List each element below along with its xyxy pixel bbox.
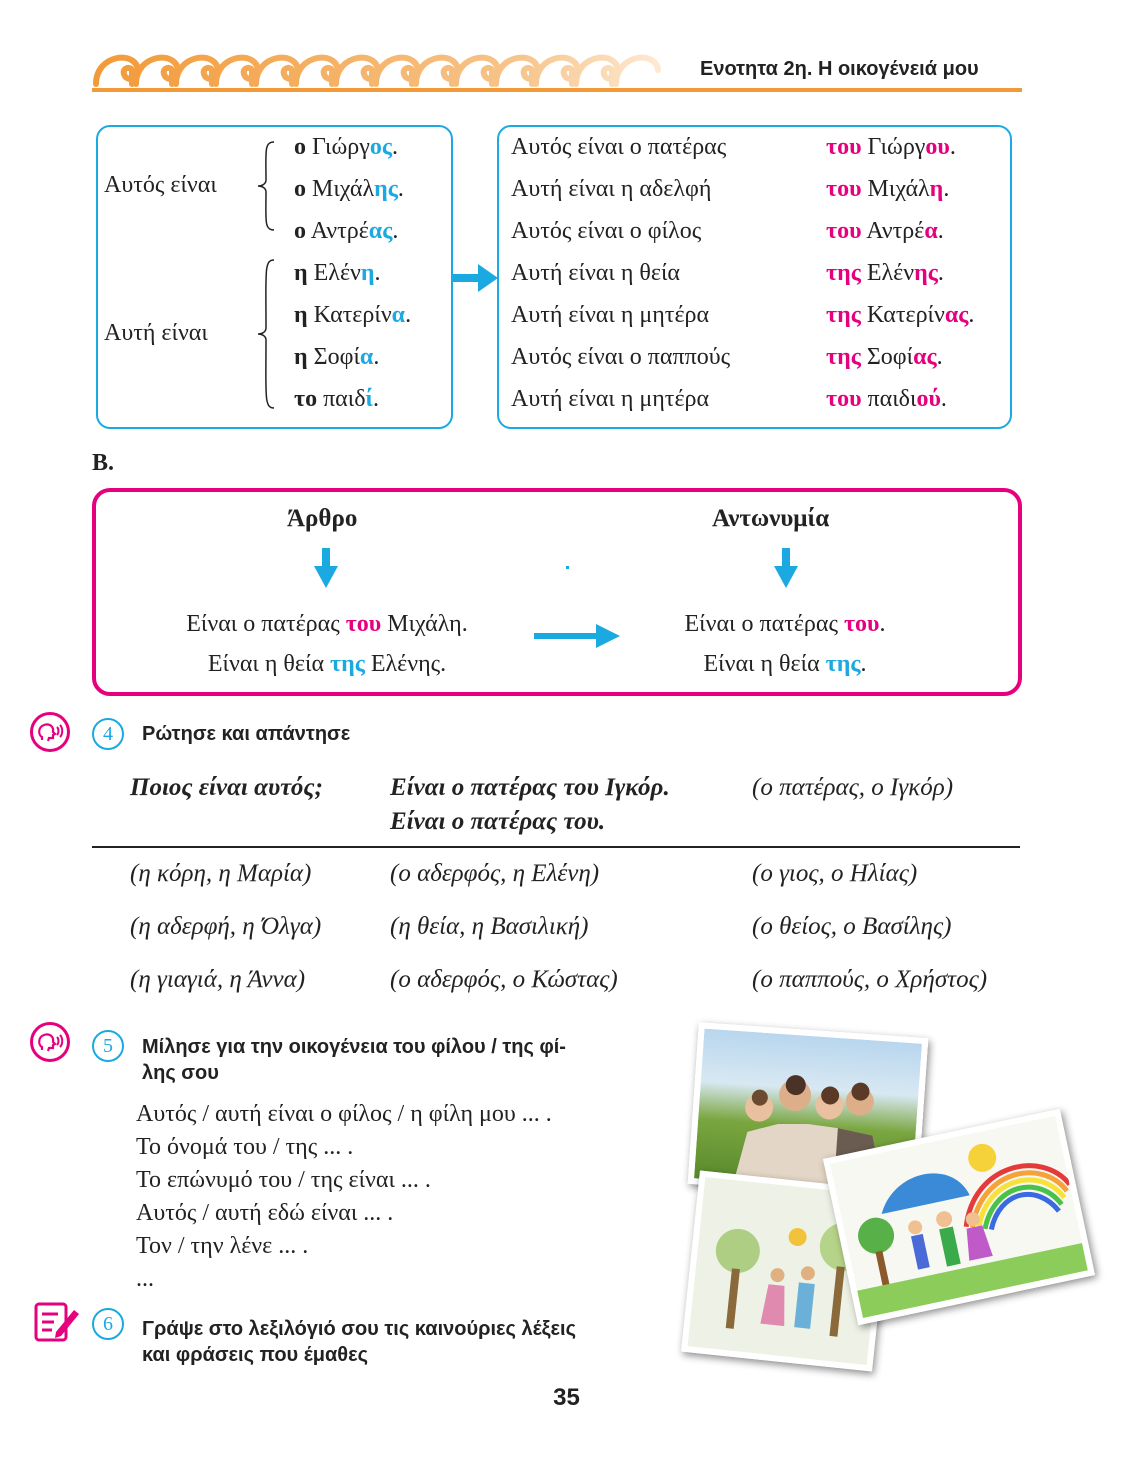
speak-icon bbox=[30, 712, 70, 752]
section-b-label: Β. bbox=[92, 450, 115, 476]
prompt-line: ... bbox=[136, 1266, 154, 1292]
prompt-line: Τον / την λένε ... . bbox=[136, 1233, 309, 1259]
page-number: 35 bbox=[553, 1384, 580, 1411]
dot-mark bbox=[566, 566, 569, 569]
prompt-cell: (η αδερφή, η Όλγα) bbox=[130, 913, 322, 940]
genitive-noun: της Σοφίας. bbox=[826, 344, 943, 370]
genitive-nouns bbox=[826, 126, 974, 420]
arrow-right-icon bbox=[452, 264, 498, 292]
chapter-title: Ενοτητα 2η. Η οικογένειά μου bbox=[700, 58, 979, 80]
noun-row: η Κατερίνα. bbox=[294, 302, 412, 328]
arrow-right-icon bbox=[534, 624, 620, 648]
pronoun-example: Είναι η θεία της. bbox=[703, 651, 867, 677]
noun-row: ο Αντρέας. bbox=[294, 218, 399, 244]
pronoun-examples bbox=[630, 604, 940, 684]
speak-icon bbox=[30, 1022, 70, 1062]
noun-row: το παιδί. bbox=[294, 386, 379, 412]
example-answer-1: Είναι ο πατέρας του Ιγκόρ. bbox=[390, 774, 670, 801]
genitive-phrases bbox=[511, 126, 730, 420]
arrow-down-icon bbox=[314, 548, 338, 588]
exercise-5-title-line2: λης σου bbox=[142, 1062, 219, 1084]
article-example: Είναι η θεία της Ελένης. bbox=[207, 651, 447, 677]
article-examples bbox=[120, 604, 534, 684]
noun-row: η Σοφία. bbox=[294, 344, 380, 370]
genitive-phrase: Αυτός είναι ο πατέρας bbox=[511, 134, 727, 160]
heading-pronoun: Αντωνυμία bbox=[712, 505, 830, 532]
prompt-cell: (η κόρη, η Μαρία) bbox=[130, 860, 312, 887]
article-example: Είναι ο πατέρας του Μιχάλη. bbox=[186, 611, 468, 637]
arrow-down-icon bbox=[774, 548, 798, 588]
genitive-phrase: Αυτός είναι ο παππούς bbox=[511, 344, 731, 370]
prompt-cell: (η θεία, η Βασιλική) bbox=[390, 913, 589, 940]
example-hint: (ο πατέρας, ο Ιγκόρ) bbox=[752, 774, 954, 801]
exercise-number-4: 4 bbox=[92, 718, 124, 750]
exercise-6-title-line1: Γράψε στο λεξιλόγιό σου τις καινούριες λέξεις bbox=[142, 1318, 576, 1340]
heading-article: Άρθρο bbox=[287, 505, 358, 532]
header-rule bbox=[92, 88, 1022, 92]
prompt-line: Το επώνυμό του / της είναι ... . bbox=[136, 1167, 431, 1193]
genitive-noun: του παιδιού. bbox=[826, 386, 947, 412]
exercise-4-title: Ρώτησε και απάντησε bbox=[142, 723, 351, 745]
exercise-5-title-line1: Μίλησε για την οικογένεια του φίλου / της φί- bbox=[142, 1036, 566, 1058]
pronoun-example: Είναι ο πατέρας του. bbox=[684, 611, 886, 637]
prefix-masc: Αυτός είναι bbox=[104, 172, 217, 198]
prefix-fem: Αυτή είναι bbox=[104, 320, 208, 346]
exercise-number-6: 6 bbox=[92, 1308, 124, 1340]
genitive-phrase: Αυτή είναι η αδελφή bbox=[511, 176, 712, 202]
example-answer-2: Είναι ο πατέρας του. bbox=[390, 808, 606, 835]
genitive-noun: της Ελένης. bbox=[826, 260, 944, 286]
wave-ornament bbox=[92, 44, 672, 88]
exercise-number-5: 5 bbox=[92, 1030, 124, 1062]
genitive-noun: του Γιώργου. bbox=[826, 134, 956, 160]
prompt-line: Αυτός / αυτή εδώ είναι ... . bbox=[136, 1200, 394, 1226]
example-question: Ποιος είναι αυτός; bbox=[130, 774, 323, 801]
genitive-phrase: Αυτός είναι ο φίλος bbox=[511, 218, 702, 244]
prompt-cell: (ο παππούς, ο Χρήστος) bbox=[752, 966, 988, 993]
noun-row: ο Μιχάλης. bbox=[294, 176, 404, 202]
prompt-line: Αυτός / αυτή είναι ο φίλος / η φίλη μου ... . bbox=[136, 1101, 552, 1127]
table-rule bbox=[92, 846, 1020, 848]
genitive-phrase: Αυτή είναι η θεία bbox=[511, 260, 680, 286]
write-icon bbox=[34, 1300, 80, 1344]
genitive-noun: του Μιχάλη. bbox=[826, 176, 950, 202]
genitive-noun: του Αντρέα. bbox=[826, 218, 944, 244]
noun-list bbox=[294, 126, 411, 420]
genitive-phrase: Αυτή είναι η μητέρα bbox=[511, 302, 710, 328]
prompt-cell: (ο θείος, ο Βασίλης) bbox=[752, 913, 952, 940]
noun-row: η Ελένη. bbox=[294, 260, 381, 286]
speaking-prompts bbox=[136, 1098, 552, 1296]
prompt-line: Το όνομά του / της ... . bbox=[136, 1134, 354, 1160]
exercise-6-title-line2: και φράσεις που έμαθες bbox=[142, 1344, 368, 1366]
genitive-noun: της Κατερίνας. bbox=[826, 302, 975, 328]
prompt-cell: (ο αδερφός, ο Κώστας) bbox=[390, 966, 618, 993]
prompt-cell: (ο αδερφός, η Ελένη) bbox=[390, 860, 600, 887]
genitive-phrase: Αυτή είναι η μητέρα bbox=[511, 386, 710, 412]
brace-fem bbox=[256, 258, 278, 410]
prompt-cell: (ο γιος, ο Ηλίας) bbox=[752, 860, 918, 887]
noun-row: ο Γιώργος. bbox=[294, 134, 398, 160]
prompt-cell: (η γιαγιά, η Άννα) bbox=[130, 966, 306, 993]
brace-masc bbox=[256, 140, 278, 232]
